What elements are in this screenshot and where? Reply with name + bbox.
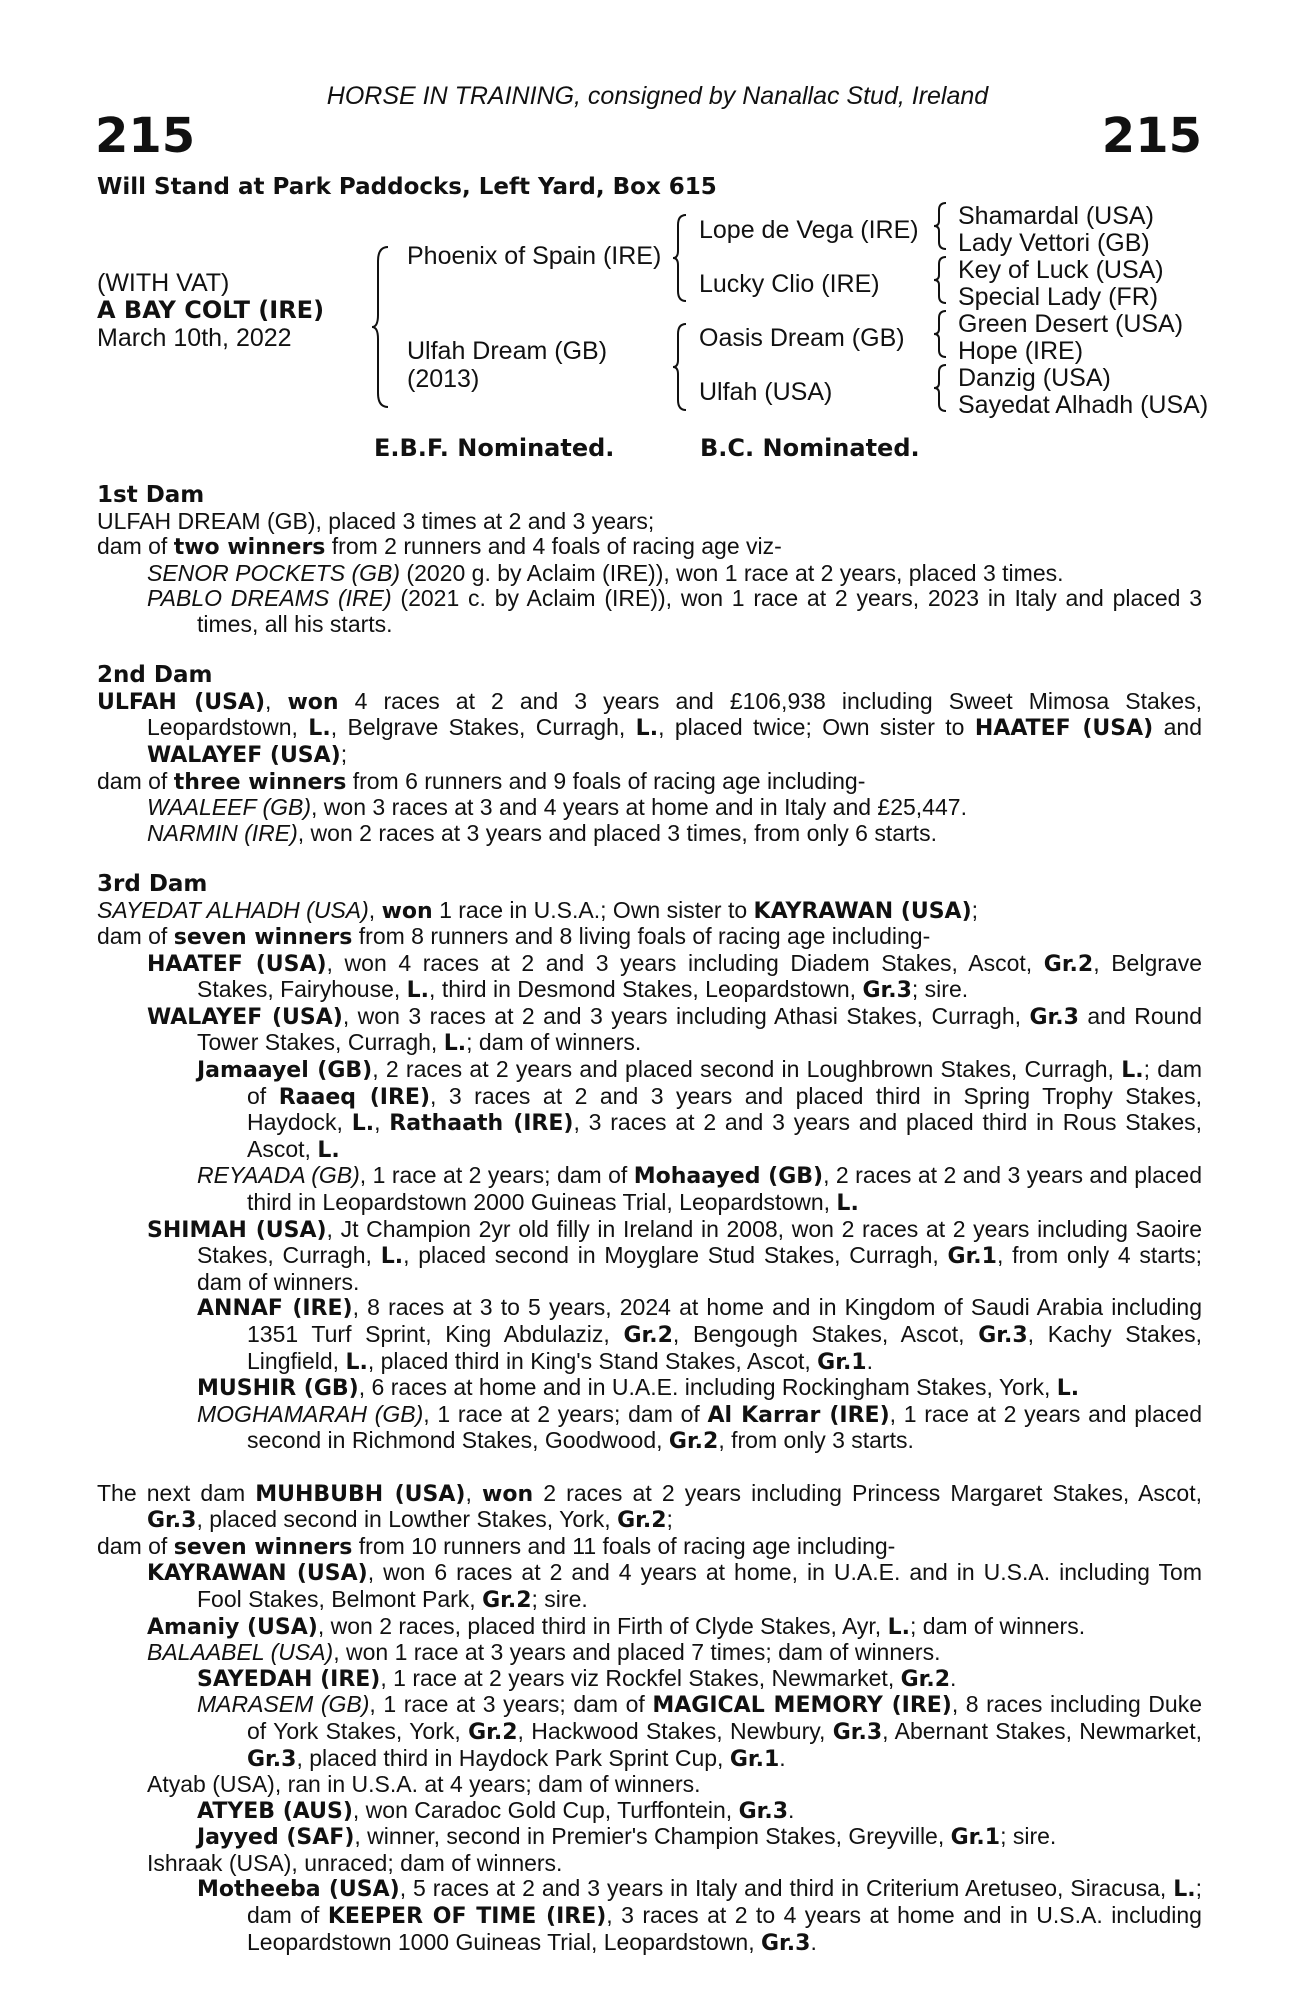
produce-entry: HAATEF (USA), won 4 races at 2 and 3 years including Diadem Stakes, Ascot, Gr.2, Belgrave Stakes, Fairyhouse, L., third in Desmond Stakes, Leopardstown, Gr.3; sire. (147, 949, 1202, 1004)
dam-year: (2013) (407, 365, 480, 393)
ancestor-g7: Danzig (USA) (958, 364, 1111, 392)
third-dam-heading: 3rd Dam (97, 870, 208, 897)
produce-entry: SENOR POCKETS (GB) (2020 g. by Aclaim (IRE)), won 1 race at 2 years, placed 3 times. (147, 559, 1064, 586)
third-dam-produce-summary: dam of seven winners from 8 runners and 8 living foals of racing age including- (97, 923, 931, 951)
produce-entry: MARASEM (GB), 1 race at 3 years; dam of MAGICAL MEMORY (IRE), 8 races including Duke of York Stakes, York, Gr.2, Hackwood Stakes, Newbury, Gr.3, Abernant Stakes, Newmarket, Gr.3, placed third in Haydock Park Sprint Cup, Gr.1. (197, 1691, 1202, 1772)
produce-entry: PABLO DREAMS (IRE) (2021 c. by Aclaim (IRE)), won 1 race at 2 years, 2023 in Italy and placed 3 times, all his starts. (147, 585, 1202, 637)
produce-entry: REYAADA (GB), 1 race at 2 years; dam of Mohaayed (GB), 2 races at 2 and 3 years and placed third in Leopardstown 2000 Guineas Trial, Leopardstown, L. (197, 1162, 1203, 1217)
second-dam-line: ULFAH (USA), won 4 races at 2 and 3 years and £106,938 including Sweet Mimosa Stakes, Leopardstown, L., Belgrave Stakes, Curragh, L., placed twice; Own sister to HAATEF (USA) and WALAYEF (USA); (97, 687, 1202, 768)
produce-entry: Motheeba (USA), 5 races at 2 and 3 years in Italy and third in Criterium Aretuseo, Siracusa, L.; dam of KEEPER OF TIME (IRE), 3 races at 2 to 4 years at home and in U.S.A. including Leopardstown 1000 Guineas Trial, Leopardstown, Gr.3. (197, 1875, 1203, 1956)
pedigree-brace-g1 (932, 201, 948, 251)
next-dam-line: The next dam MUHBUBH (USA), won 2 races at 2 years including Princess Margaret Stakes, Ascot, Gr.3, placed second in Lowther Stakes, York, Gr.2; (97, 1479, 1202, 1534)
produce-entry: SAYEDAH (IRE), 1 race at 2 years viz Rockfel Stakes, Newmarket, Gr.2. (197, 1664, 957, 1692)
next-dam-produce-summary: dam of seven winners from 10 runners and 11 foals of racing age including- (97, 1532, 896, 1560)
produce-entry: Jamaayel (GB), 2 races at 2 years and placed second in Loughbrown Stakes, Curragh, L.; dam of Raaeq (IRE), 3 races at 2 and 3 years and placed third in Spring Trophy Stakes, Haydock, L., Rathaath (IRE), 3 races at 2 and 3 years and placed third in Rous Stakes, Ascot, L. (197, 1056, 1202, 1163)
pedigree-brace-sire (671, 213, 689, 303)
vat-note: (WITH VAT) (97, 269, 230, 297)
stand-location: Will Stand at Park Paddocks, Left Yard, Box 615 (97, 174, 717, 200)
ancestor-g1: Shamardal (USA) (958, 202, 1154, 230)
ebf-nominated: E.B.F. Nominated. (374, 434, 615, 462)
ancestor-g4: Special Lady (FR) (958, 283, 1159, 311)
ancestor-g5: Green Desert (USA) (958, 310, 1184, 338)
produce-entry: MOGHAMARAH (GB), 1 race at 2 years; dam of Al Karrar (IRE), 1 race at 2 years and placed second in Richmond Stakes, Goodwood, Gr.2, from only 3 starts. (197, 1400, 1203, 1455)
lot-number-left: 215 (95, 108, 196, 164)
ancestor-g2: Lady Vettori (GB) (958, 229, 1150, 257)
produce-entry: Amaniy (USA), won 2 races, placed third in Firth of Clyde Stakes, Ayr, L.; dam of winners. (147, 1612, 1086, 1640)
sire-sire: Lope de Vega (IRE) (699, 216, 919, 244)
dam-sire: Oasis Dream (GB) (699, 324, 905, 352)
produce-entry: WALAYEF (USA), won 3 races at 2 and 3 years including Athasi Stakes, Curragh, Gr.3 and Round Tower Stakes, Curragh, L.; dam of winners. (147, 1002, 1202, 1057)
produce-entry: ATYEB (AUS), won Caradoc Gold Cup, Turffontein, Gr.3. (197, 1796, 795, 1824)
produce-entry: WAALEEF (GB), won 3 races at 3 and 4 years at home and in Italy and £25,447. (147, 794, 967, 821)
produce-entry: Atyab (USA), ran in U.S.A. at 4 years; dam of winners. (147, 1771, 701, 1798)
sire-dam: Lucky Clio (IRE) (699, 270, 880, 298)
second-dam-heading: 2nd Dam (97, 662, 213, 689)
dam-dam: Ulfah (USA) (699, 378, 833, 406)
dam-name: Ulfah Dream (GB) (407, 337, 608, 365)
pedigree-brace-g4 (932, 363, 948, 413)
pedigree-brace-g3 (932, 309, 948, 359)
pedigree-brace-dam (671, 322, 689, 412)
first-dam-produce-summary: dam of two winners from 2 runners and 4 foals of racing age viz- (97, 533, 782, 561)
produce-entry: ANNAF (IRE), 8 races at 3 to 5 years, 2024 at home and in Kingdom of Saudi Arabia including 1351 Turf Sprint, King Abdulaziz, Gr.2, Bengough Stakes, Ascot, Gr.3, Kachy Stakes, Lingfield, L., placed third in King's Stand Stakes, Ascot, Gr.1. (197, 1294, 1203, 1375)
horse-name: A BAY COLT (IRE) (97, 296, 325, 324)
first-dam-heading: 1st Dam (97, 482, 205, 508)
foaling-date: March 10th, 2022 (97, 324, 292, 352)
produce-entry: MUSHIR (GB), 6 races at home and in U.A.E. including Rockingham Stakes, York, L. (197, 1374, 1080, 1402)
lot-number-right: 215 (1101, 108, 1202, 164)
produce-entry: SHIMAH (USA), Jt Champion 2yr old filly in Ireland in 2008, won 2 races at 2 years including Saoire Stakes, Curragh, L., placed second in Moyglare Stud Stakes, Curragh, Gr.1, from only 4 starts; dam of winners. (147, 1215, 1203, 1295)
ancestor-g8: Sayedat Alhadh (USA) (958, 391, 1209, 419)
sire-name: Phoenix of Spain (IRE) (407, 242, 662, 270)
first-dam-line: ULFAH DREAM (GB), placed 3 times at 2 and 3 years; (97, 507, 655, 534)
pedigree-brace-g2 (932, 255, 948, 305)
ancestor-g6: Hope (IRE) (958, 337, 1084, 365)
produce-entry: NARMIN (IRE), won 2 races at 3 years and placed 3 times, from only 6 starts. (147, 819, 937, 846)
third-dam-line: SAYEDAT ALHADH (USA), won 1 race in U.S.A.; Own sister to KAYRAWAN (USA); (97, 896, 979, 924)
second-dam-produce-summary: dam of three winners from 6 runners and 9 foals of racing age including- (97, 767, 866, 795)
produce-entry: KAYRAWAN (USA), won 6 races at 2 and 4 years at home, in U.A.E. and in U.S.A. including Tom Fool Stakes, Belmont Park, Gr.2; sire. (147, 1559, 1202, 1613)
produce-entry: BALAABEL (USA), won 1 race at 3 years and placed 7 times; dam of winners. (147, 1639, 941, 1666)
bc-nominated: B.C. Nominated. (700, 434, 920, 462)
produce-entry: Jayyed (SAF), winner, second in Premier's Champion Stakes, Greyville, Gr.1; sire. (197, 1823, 1057, 1851)
pedigree-brace-main (370, 245, 392, 410)
catalogue-body (97, 483, 1202, 1956)
produce-entry: Ishraak (USA), unraced; dam of winners. (147, 1849, 563, 1876)
ancestor-g3: Key of Luck (USA) (958, 256, 1164, 284)
consignment-line: HORSE IN TRAINING, consigned by Nanallac Stud, Ireland (326, 82, 989, 110)
